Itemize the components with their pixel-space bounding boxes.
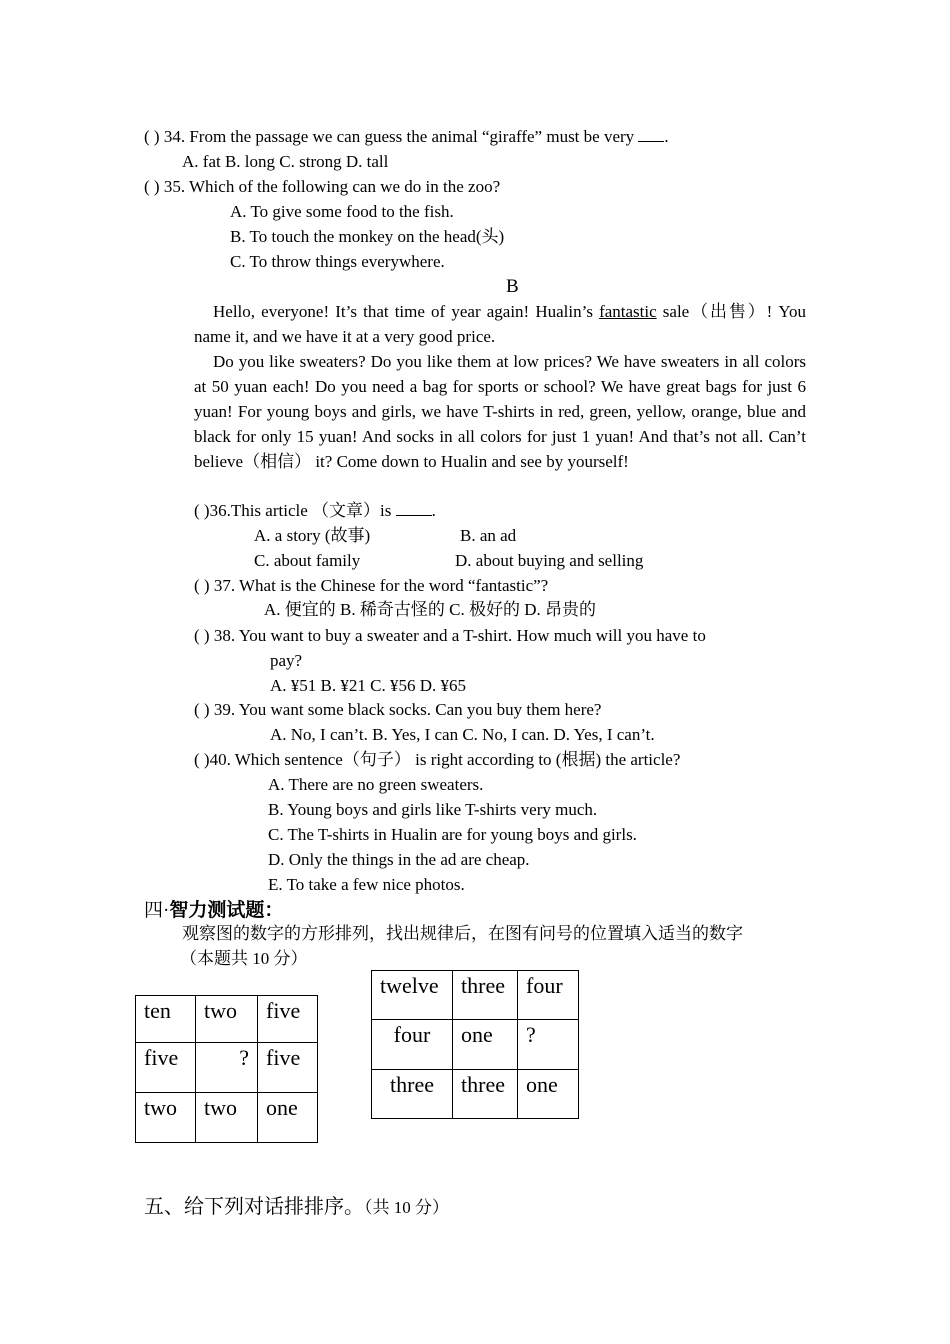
grid-cell: five (258, 1043, 318, 1093)
passage-paragraph-2: Do you like sweaters? Do you like them at low prices? We have sweaters in all colors at 50 yuan each! Do you need a bag for sports or school? We have great bags for just 6 yuan! For young boys and girls, we have T-shirts in red, green, yellow, orange, blue and black for only 15 yuan! And socks in all colors for just 1 yuan! And that’s not all. Can’t believe（相信） it? Come down to Hualin and see by yourself! (194, 352, 806, 471)
section-4-heading (144, 898, 283, 923)
section-4-title: 智力测试题： (169, 899, 284, 921)
grid-cell: three (453, 1070, 518, 1119)
question-37-stem: ( ) 37. What is the Chinese for the word “fantastic”? (194, 576, 549, 595)
puzzle-grid-left (135, 995, 318, 1143)
question-40-option-b: B. Young boys and girls like T-shirts very much. (268, 800, 598, 819)
grid-cell: three (372, 1070, 453, 1119)
question-34 (144, 126, 669, 148)
grid-cell-question[interactable]: ? (196, 1043, 258, 1093)
grid-cell: one (258, 1093, 318, 1143)
question-36-stem: ( )36.This article （文章）is (194, 501, 396, 520)
passage-text: sale（出售）! You name it, and we have it at a very good price. (194, 302, 806, 346)
grid-cell: one (453, 1020, 518, 1070)
question-39-options: A. No, I can’t. B. Yes, I can C. No, I can. D. Yes, I can’t. (270, 725, 655, 744)
question-36 (194, 500, 436, 522)
grid-cell: three (453, 971, 518, 1020)
question-34-end: . (664, 127, 669, 146)
section-4-instruction: 观察图的数字的方形排列，找出规律后，在图有问号的位置填入适当的数字 (182, 924, 743, 943)
question-36-option-a: A. a story (故事) (254, 526, 371, 545)
question-38-continued: pay? (270, 651, 303, 670)
question-34-stem: ( ) 34. From the passage we can guess the animal “giraffe” must be very (144, 127, 639, 146)
passage-text: Hello, everyone! It’s that time of year again! Hualin’s (213, 302, 600, 321)
question-36-option-b: B. an ad (460, 526, 517, 545)
section-5-score: （共 10 分） (364, 1198, 449, 1217)
section-5-title: 五、给下列对话排排序。 (144, 1196, 364, 1218)
question-40-option-c: C. The T-shirts in Hualin are for young boys and girls. (268, 825, 637, 844)
question-40-option-e: E. To take a few nice photos. (268, 875, 465, 894)
grid-row (136, 1043, 318, 1093)
grid-row (372, 1020, 579, 1070)
question-35-option-a: A. To give some food to the fish. (230, 202, 454, 221)
grid-row (372, 971, 579, 1020)
question-36-option-c: C. about family (254, 551, 361, 570)
grid-cell-question[interactable]: ? (518, 1020, 579, 1070)
grid-cell: two (136, 1093, 196, 1143)
grid-cell: four (372, 1020, 453, 1070)
grid-cell: five (136, 1043, 196, 1093)
section-5-heading (144, 1194, 449, 1221)
question-35-option-b: B. To touch the monkey on the head(头) (230, 227, 505, 246)
grid-row (136, 1093, 318, 1143)
passage-b (194, 299, 806, 474)
question-37-options: A. 便宜的 B. 稀奇古怪的 C. 极好的 D. 昂贵的 (264, 600, 596, 619)
grid-cell: two (196, 1093, 258, 1143)
fantastic-word: fantastic (599, 302, 657, 321)
question-40-option-a: A. There are no green sweaters. (268, 775, 484, 794)
question-35-option-c: C. To throw things everywhere. (230, 252, 445, 271)
section-b-title: B (506, 276, 519, 297)
section-4-number: 四 (144, 900, 164, 921)
grid-cell: ten (136, 996, 196, 1043)
question-39-stem: ( ) 39. You want some black socks. Can you buy them here? (194, 700, 602, 719)
grid-cell: four (518, 971, 579, 1020)
puzzle-grid-right (371, 970, 579, 1119)
section-4-dot: · (163, 900, 170, 921)
question-38-stem: ( ) 38. You want to buy a sweater and a T-shirt. How much will you have to (194, 626, 706, 645)
grid-cell: twelve (372, 971, 453, 1020)
section-4-score: （本题共 10 分） (180, 949, 308, 968)
question-35-stem: ( ) 35. Which of the following can we do in the zoo? (144, 177, 501, 196)
answer-blank[interactable] (396, 501, 432, 516)
question-36-option-d: D. about buying and selling (455, 551, 644, 570)
grid-cell: two (196, 996, 258, 1043)
question-34-options: A. fat B. long C. strong D. tall (182, 152, 389, 171)
grid-row (136, 996, 318, 1043)
grid-cell: one (518, 1070, 579, 1119)
passage-paragraph-1 (194, 299, 806, 349)
grid-cell: five (258, 996, 318, 1043)
answer-blank[interactable] (638, 127, 664, 142)
grid-row (372, 1070, 579, 1119)
question-40-option-d: D. Only the things in the ad are cheap. (268, 850, 530, 869)
question-40-stem: ( )40. Which sentence（句子） is right according to (根据) the article? (194, 750, 681, 769)
question-38-options: A. ¥51 B. ¥21 C. ¥56 D. ¥65 (270, 676, 466, 695)
question-36-end: . (431, 501, 436, 520)
